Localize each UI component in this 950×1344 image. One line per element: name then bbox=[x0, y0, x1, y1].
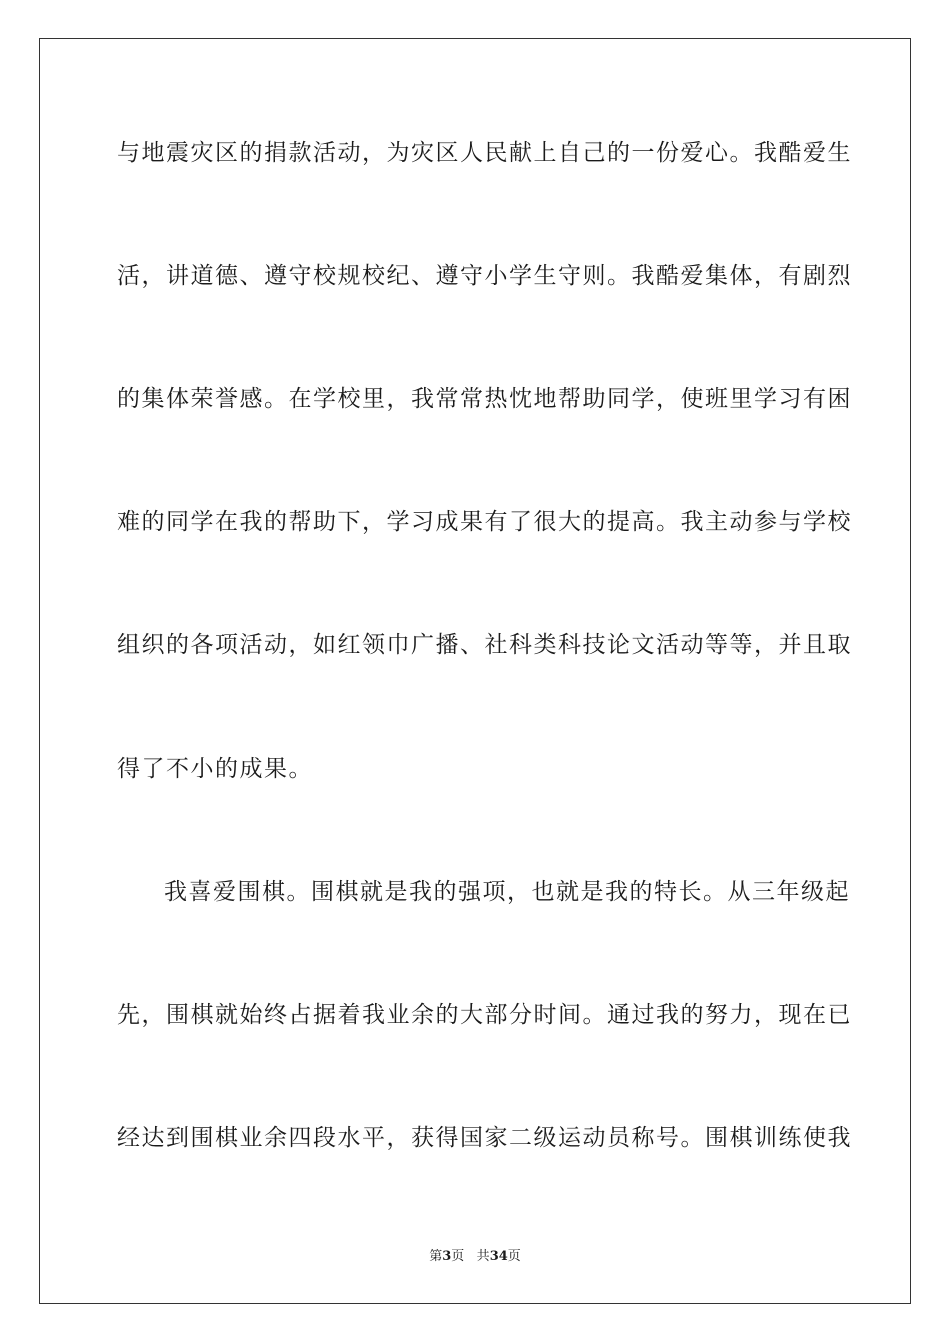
total-prefix: 共 bbox=[476, 1249, 490, 1264]
text-line: 经达到围棋业余四段水平，获得国家二级运动员称号。围棋训练使我 bbox=[117, 1125, 852, 1151]
text-line: 的集体荣誉感。在学校里，我常常热忱地帮助同学，使班里学习有困 bbox=[117, 386, 852, 412]
text-line: 得了不小的成果。 bbox=[117, 756, 313, 782]
total-pages: 34 bbox=[489, 1249, 508, 1264]
text-line: 难的同学在我的帮助下，学习成果有了很大的提高。我主动参与学校 bbox=[117, 509, 852, 535]
page-prefix: 第 bbox=[429, 1249, 443, 1264]
page-suffix: 页 bbox=[451, 1249, 465, 1264]
page-footer bbox=[0, 1248, 950, 1266]
text-line: 先，围棋就始终占据着我业余的大部分时间。通过我的努力，现在已 bbox=[117, 1002, 852, 1028]
text-line: 组织的各项活动，如红领巾广播、社科类科技论文活动等等，并且取 bbox=[117, 632, 852, 658]
paragraph-first-line: 我喜爱围棋。围棋就是我的强项，也就是我的特长。从三年级起 bbox=[164, 879, 850, 905]
page-border bbox=[39, 38, 911, 1304]
text-line: 活，讲道德、遵守校规校纪、遵守小学生守则。我酷爱集体，有剧烈 bbox=[117, 263, 852, 289]
text-line: 与地震灾区的捐款活动，为灾区人民献上自己的一份爱心。我酷爱生 bbox=[117, 140, 852, 166]
total-suffix: 页 bbox=[507, 1249, 521, 1264]
page-number: 3 bbox=[442, 1249, 452, 1264]
